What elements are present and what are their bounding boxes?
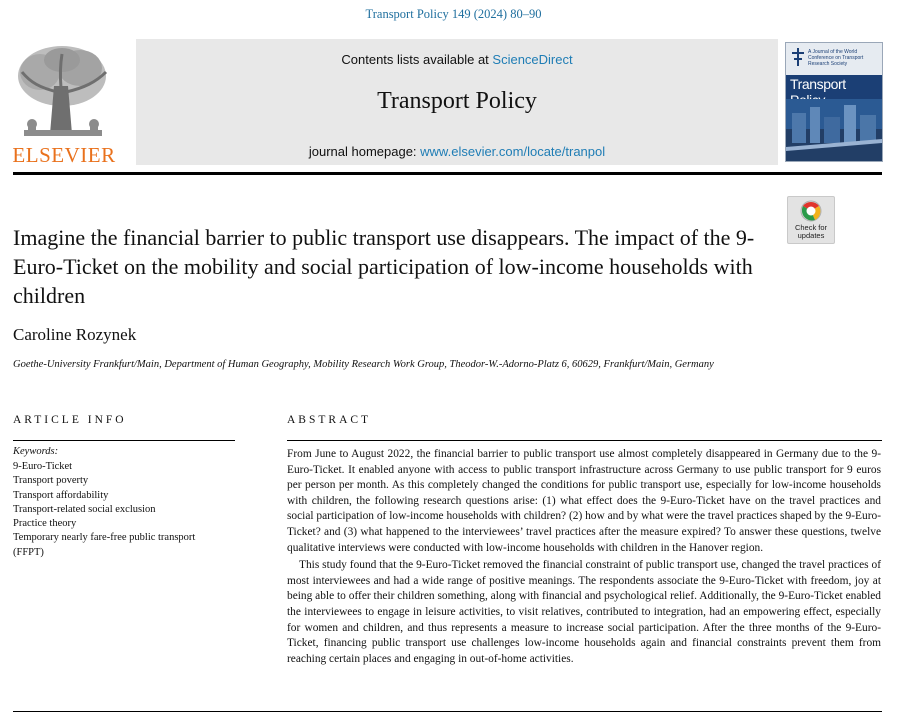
keywords-label: Keywords: (13, 446, 59, 457)
author-name[interactable]: Caroline Rozynek (13, 325, 137, 344)
homepage-line (136, 144, 778, 159)
bottom-rule (13, 711, 882, 712)
elsevier-wordmark: ELSEVIER (12, 143, 116, 167)
keywords-list (13, 460, 243, 560)
abstract-body (287, 447, 881, 667)
abstract-paragraph: From June to August 2022, the financial barrier to public transport use almost completely disappeared in Germany due to the 9-Euro-Ticket. It enabled anyone with access to public transport infrastructure across Germany to use public transport for 9 euros per person per month. As this completely changed the conditions for public transport use, especially for low-income households with children, the following research questions arise: (1) what effect does the 9-Euro-Ticket have on the travel practices and social participation of low-income households with children? (2) how and by what were the travel practices shaped by the 9-Euro-Ticket? and (3) what happened to the interviewees’ travel practices after the measure expired? To answer these questions, twelve qualitative interviews were conducted with low-income households with children in the Hanover region. (287, 448, 881, 554)
tree-icon (10, 42, 116, 142)
cover-image (786, 99, 882, 161)
abstract-paragraph: This study found that the 9-Euro-Ticket removed the financial constraint of public transport use, changed the travel practices of most interviewees and had a wide range of positive meanings. The respondents associate the 9-Euro-Ticket with freedom, joy at being able to offer their children something, along with financial and psychological relief. Additionally, the 9-Euro-Ticket enabled the interviewees to engage in leisure activities, to visit relatives, contributed to integration, had an empowering effect, especially for women and children, and thus represents a measure to increase social participation. After the three months of the 9-Euro-Ticket, financing public transport use challenges low-income households again and financial constraints prevent them from reaching certain places and engaging in out-of-home activities. (287, 559, 881, 665)
check-for-updates-label: Check for updates (794, 223, 828, 240)
keyword-item: Practice theory (13, 518, 77, 530)
contents-line (136, 52, 778, 67)
abstract-heading: ABSTRACT (287, 414, 372, 426)
keyword-item: 9-Euro-Ticket (13, 461, 73, 472)
society-mark-icon (792, 48, 804, 66)
cover-subtitle: A Journal of the World Conference on Transport Research Society (808, 49, 864, 67)
crossmark-icon (788, 197, 834, 225)
author-affiliation: Goethe-University Frankfurt/Main, Department of Human Geography, Mobility Research Work Group, Theodor-W.-Adorno-Platz 6, 60629, Frankfurt/Main, Germany (13, 359, 714, 370)
keyword-item: Temporary nearly fare-free public transport (FFPT) (13, 532, 196, 558)
article-info-rule (13, 440, 235, 441)
keyword-item: Transport poverty (13, 475, 89, 487)
contents-prefix: Contents lists available at (341, 52, 493, 67)
journal-citation[interactable]: Transport Policy 149 (2024) 80–90 (365, 7, 542, 21)
journal-homepage-link[interactable]: www.elsevier.com/locate/tranpol (420, 144, 606, 159)
sciencedirect-link[interactable]: ScienceDirect (492, 52, 573, 67)
article-info-heading: ARTICLE INFO (13, 414, 127, 426)
abstract-rule (287, 440, 882, 441)
header-rule (13, 172, 882, 175)
journal-cover[interactable] (785, 42, 883, 162)
article-title: Imagine the financial barrier to public transport use disappears. The impact of the 9-Euro-Ticket on the mobility and social participation of low-income households with children (13, 225, 755, 308)
keyword-item: Transport affordability (13, 489, 109, 501)
homepage-prefix: journal homepage: (308, 144, 421, 159)
keyword-item: Transport-related social exclusion (13, 503, 156, 515)
journal-name: Transport Policy (377, 88, 537, 114)
cover-title: Transport (790, 76, 846, 92)
